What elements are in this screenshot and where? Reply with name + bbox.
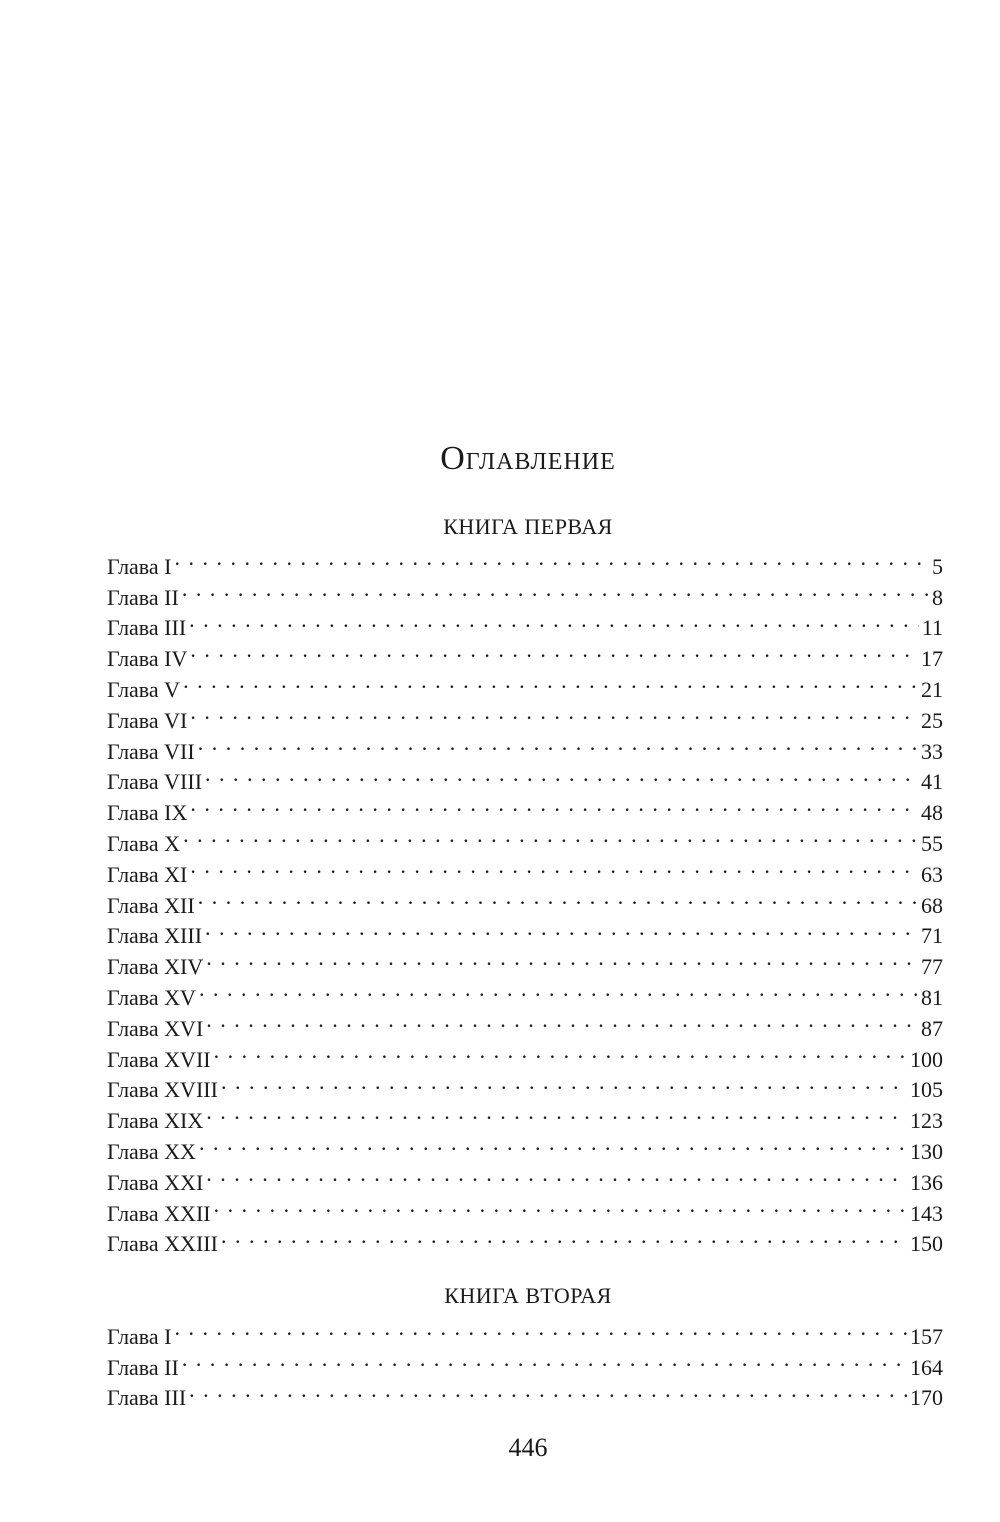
chapter-label: Глава XXI (107, 1169, 204, 1195)
chapter-label: Глава XI (107, 861, 188, 887)
chapter-label: Глава VIII (107, 769, 203, 795)
chapter-page-number: 8 (932, 584, 943, 610)
chapter-page-number: 170 (910, 1385, 943, 1411)
dot-leader (221, 1221, 907, 1252)
chapter-page-number: 48 (921, 800, 943, 826)
chapter-page-number: 136 (910, 1169, 943, 1195)
toc-entry (107, 605, 943, 641)
toc-entry (107, 1036, 943, 1072)
chapter-label: Глава XIII (107, 923, 203, 949)
dot-leader (199, 1128, 907, 1159)
book-heading-second: КНИГА ВТОРАЯ (444, 1283, 612, 1308)
toc-entry (107, 759, 943, 795)
chapter-page-number: 25 (921, 707, 943, 733)
chapter-label: Глава XIV (107, 954, 204, 980)
toc-entry (107, 697, 943, 733)
chapter-page-number: 164 (910, 1354, 943, 1380)
dot-leader (221, 1067, 907, 1098)
toc-entry (107, 1128, 943, 1164)
chapter-label: Глава I (107, 1323, 172, 1349)
toc-entry (107, 1005, 943, 1041)
toc-entry (107, 543, 943, 579)
chapter-page-number: 143 (910, 1200, 943, 1226)
toc-entry (107, 635, 943, 672)
dot-leader (206, 1097, 907, 1128)
chapter-label: Глава I (107, 553, 172, 579)
toc-entry (107, 666, 943, 702)
toc-entry (107, 851, 943, 887)
chapter-page-number: 21 (921, 676, 943, 702)
chapter-label: Глава V (107, 676, 181, 702)
dot-leader (206, 1159, 907, 1190)
chapter-page-number: 33 (921, 738, 943, 764)
toc-entry (107, 1159, 943, 1195)
chapter-label: Глава X (107, 830, 181, 856)
dot-leader (183, 666, 918, 697)
chapter-page-number: 17 (921, 646, 943, 672)
dot-leader (214, 1036, 907, 1067)
chapter-label: Глава XVI (107, 1015, 204, 1041)
chapter-page-number: 105 (910, 1077, 943, 1103)
toc-entry (107, 974, 943, 1010)
dot-leader (190, 697, 918, 728)
dot-leader (198, 882, 918, 913)
chapter-page-number: 87 (921, 1015, 943, 1041)
chapter-page-number: 68 (921, 892, 943, 918)
chapter-page-number: 5 (932, 553, 943, 579)
chapter-page-number: 157 (910, 1323, 943, 1349)
chapter-page-number: 150 (910, 1231, 943, 1257)
toc-list-second (107, 1313, 943, 1411)
chapter-label: Глава XVII (107, 1046, 211, 1072)
chapter-label: Глава II (107, 584, 179, 610)
chapter-label: Глава IX (107, 800, 188, 826)
chapter-page-number: 77 (921, 954, 943, 980)
toc-entry (107, 1190, 943, 1226)
chapter-page-number: 41 (921, 769, 943, 795)
toc-entry (107, 1313, 943, 1349)
chapter-label: Глава IV (107, 646, 188, 672)
dot-leader (214, 1190, 907, 1221)
dot-leader (205, 759, 918, 790)
toc-entry (107, 728, 943, 764)
dot-leader (189, 1375, 907, 1406)
toc-entry (107, 943, 943, 980)
toc-entry (107, 1375, 943, 1411)
chapter-label: Глава III (107, 1385, 187, 1411)
dot-leader (206, 943, 918, 974)
dot-leader (189, 605, 919, 636)
toc-title: Оглавление (440, 440, 616, 477)
book-heading-first: КНИГА ПЕРВАЯ (443, 514, 613, 539)
toc-entry (107, 1067, 943, 1103)
toc-entry (107, 1221, 943, 1257)
chapter-label: Глава VI (107, 707, 188, 733)
dot-leader (205, 913, 918, 944)
toc-entry (107, 1097, 943, 1134)
toc-entry (107, 882, 943, 918)
chapter-label: Глава XXIII (107, 1231, 218, 1257)
chapter-label: Глава II (107, 1354, 179, 1380)
dot-leader (190, 851, 918, 882)
dot-leader (199, 974, 918, 1005)
chapter-page-number: 55 (921, 830, 943, 856)
toc-entry (107, 1344, 943, 1380)
dot-leader (175, 1313, 908, 1344)
chapter-page-number: 100 (910, 1046, 943, 1072)
page-number: 446 (508, 1433, 548, 1462)
dot-leader (175, 543, 930, 574)
chapter-label: Глава XV (107, 984, 196, 1010)
dot-leader (198, 728, 918, 759)
toc-entry (107, 574, 943, 610)
chapter-label: Глава XIX (107, 1108, 204, 1134)
dot-leader (190, 635, 918, 666)
chapter-page-number: 71 (921, 923, 943, 949)
toc-entry (107, 820, 943, 856)
chapter-label: Глава XII (107, 892, 195, 918)
toc-entry (107, 789, 943, 826)
chapter-label: Глава XVIII (107, 1077, 218, 1103)
chapter-page-number: 11 (921, 615, 943, 641)
toc-list-first (107, 543, 943, 1257)
chapter-label: Глава III (107, 615, 187, 641)
dot-leader (183, 820, 918, 851)
chapter-page-number: 123 (910, 1108, 943, 1134)
chapter-page-number: 63 (921, 861, 943, 887)
chapter-label: Глава XX (107, 1138, 196, 1164)
chapter-label: Глава VII (107, 738, 195, 764)
dot-leader (190, 789, 918, 820)
chapter-page-number: 81 (921, 984, 943, 1010)
toc-entry (107, 913, 943, 949)
chapter-page-number: 130 (910, 1138, 943, 1164)
chapter-label: Глава XXII (107, 1200, 211, 1226)
dot-leader (182, 1344, 907, 1375)
dot-leader (182, 574, 929, 605)
dot-leader (206, 1005, 918, 1036)
